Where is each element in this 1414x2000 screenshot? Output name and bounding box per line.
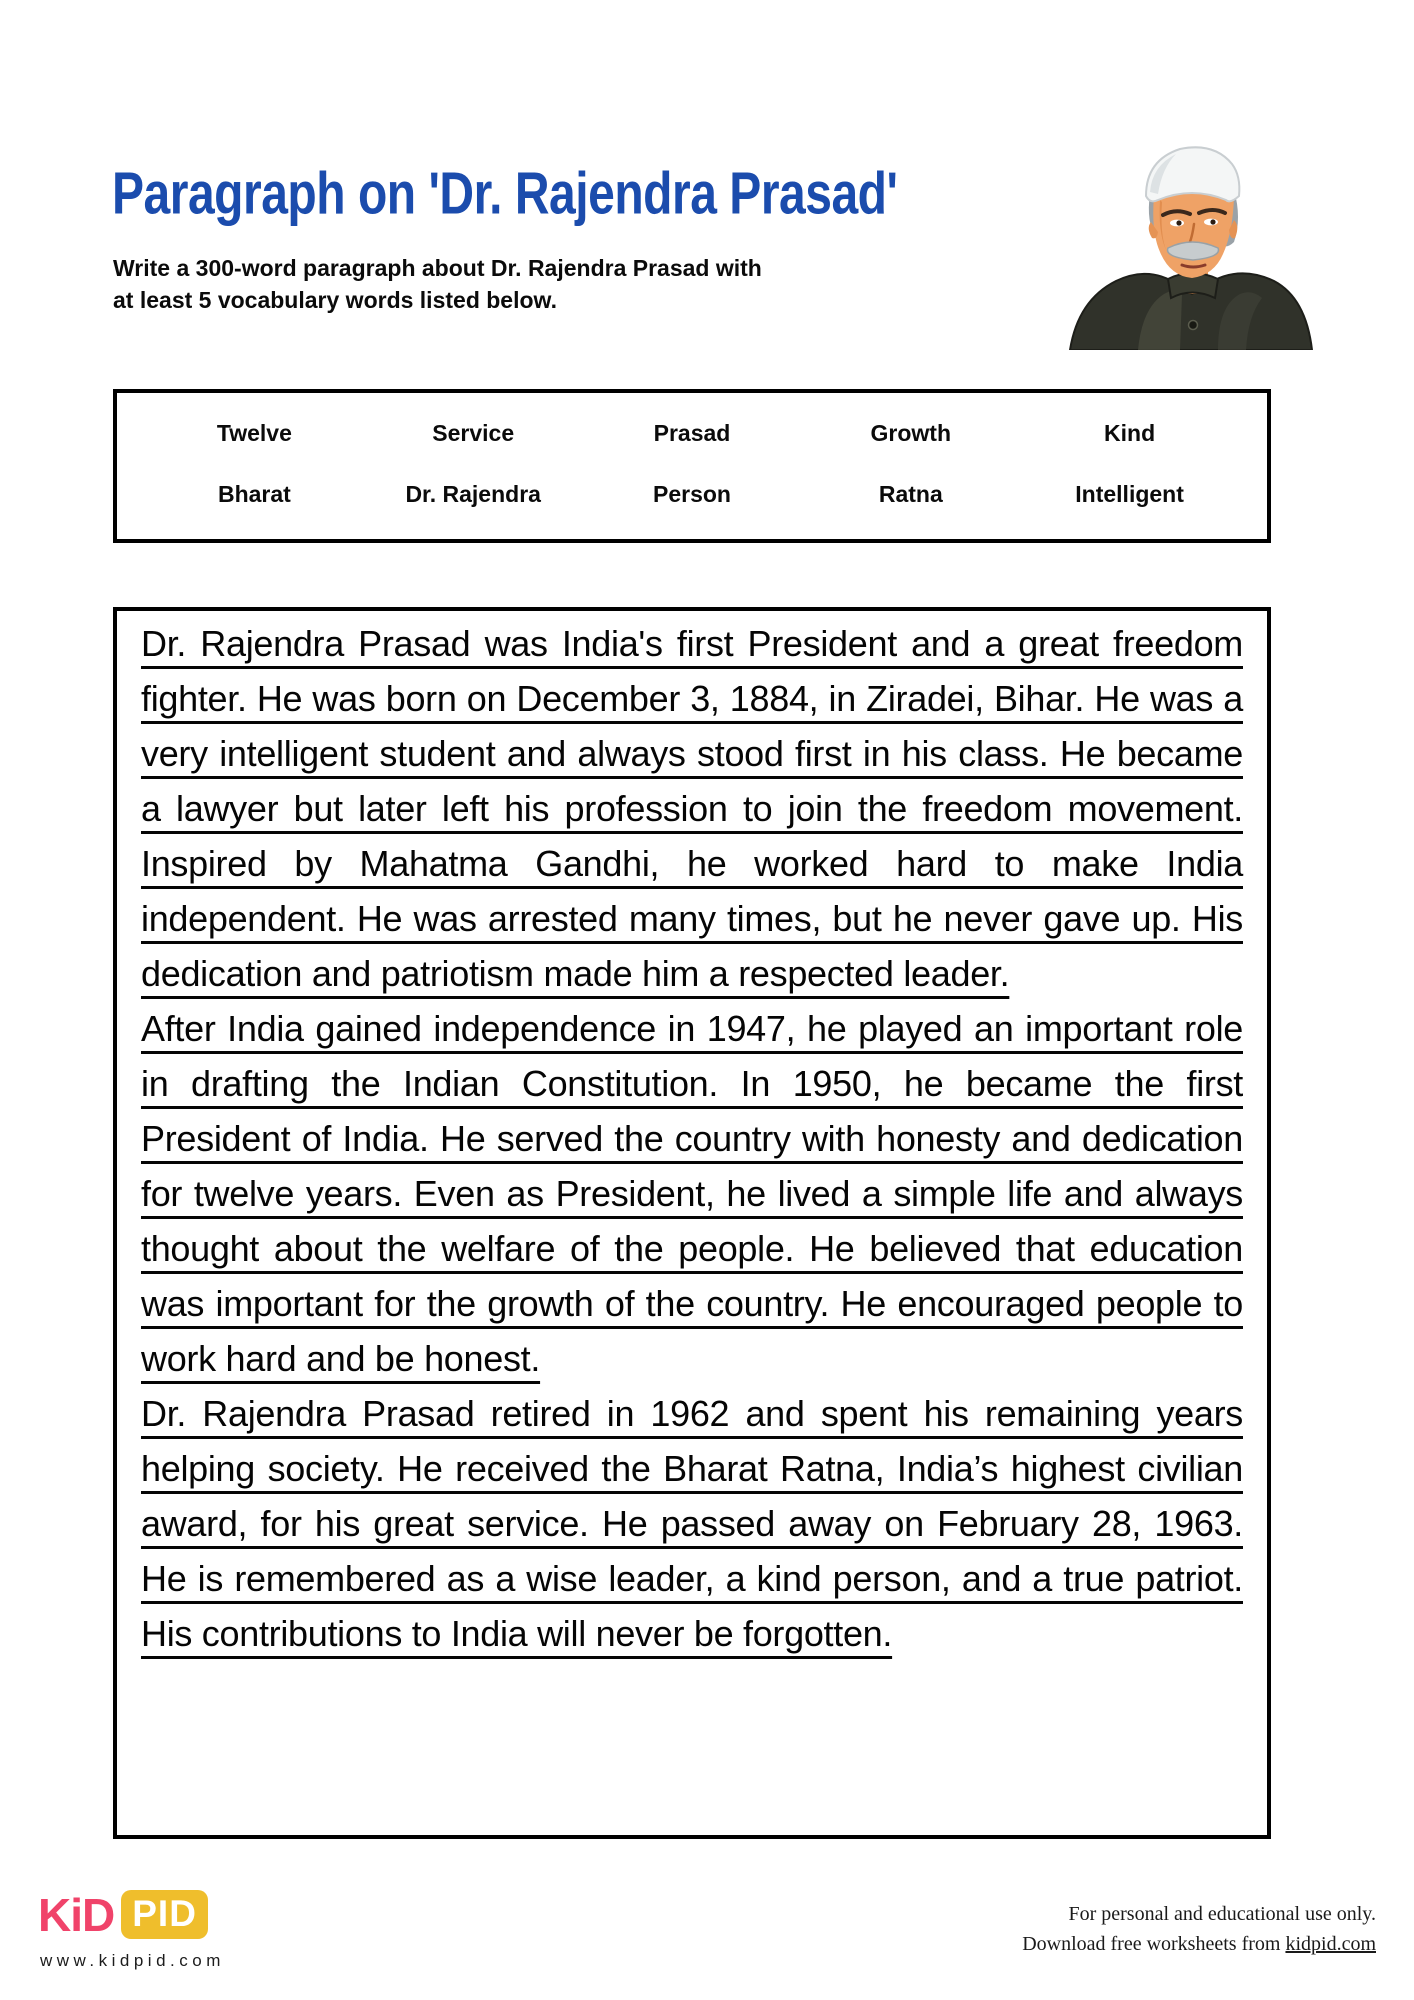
kidpid-logo-pid-badge: PID: [121, 1890, 208, 1939]
mustache: [1168, 242, 1219, 260]
page-title: Paragraph on 'Dr. Rajendra Prasad': [112, 161, 898, 228]
vocab-word-ratna: Ratna: [878, 481, 943, 507]
usage-notice: [1022, 1899, 1376, 1959]
essay-paragraph-2: After India gained independence in 1947, he played an important role in drafting the Indian Constitution. In 1950, he became the first President of India. He served the country with honesty and dedication for twelve years. Even as President, he lived a simple life and always thought about the welfare of the people. He believed that education was important for the growth of the country. He encouraged people to work hard and be honest.: [141, 1008, 1243, 1379]
vocab-word-growth: Growth: [870, 420, 952, 446]
vocab-word-dr-rajendra: Dr. Rajendra: [405, 481, 541, 507]
vocab-word-twelve: Twelve: [216, 420, 292, 446]
essay-paragraph-3: Dr. Rajendra Prasad retired in 1962 and spent his remaining years helping society. He received the Bharat Ratna, India’s highest civilian award, for his great service. He passed away on February 28, 1963. He is remembered as a wise leader, a kind person, and a true patriot. His contributions to India will never be forgotten.: [141, 1393, 1243, 1654]
rajendra-prasad-portrait-image: [1042, 138, 1322, 350]
usage-notice-line-1: For personal and educational use only.: [1068, 1903, 1376, 1925]
usage-notice-line-2: [1022, 1929, 1376, 1959]
pupil-right: [1210, 219, 1215, 224]
coat-button: [1189, 321, 1198, 330]
worksheet-instructions: [113, 252, 762, 316]
instructions-line-2: at least 5 vocabulary words listed below.: [113, 287, 557, 313]
website-url: www.kidpid.com: [40, 1951, 225, 1970]
vocab-word-bharat: Bharat: [217, 481, 291, 507]
vocab-word-service: Service: [432, 420, 515, 446]
vocab-word-person: Person: [653, 481, 731, 507]
face: [1153, 189, 1234, 278]
vocab-word-intelligent: Intelligent: [1075, 481, 1184, 507]
instructions-line-1: Write a 300-word paragraph about Dr. Rajendra Prasad with: [113, 255, 762, 281]
essay-paragraph-1: Dr. Rajendra Prasad was India's first President and a great freedom fighter. He was born on December 3, 1884, in Ziradei, Bihar. He was a very intelligent student and always stood first in his class. He became a lawyer but later left his profession to join the freedom movement. Inspired by Mahatma Gandhi, he worked hard to make India independent. He was arrested many times, but he never gave up. His dedication and patriotism made him a respected leader.: [141, 623, 1243, 994]
kidpid-logo: [38, 1890, 208, 1939]
vocabulary-box: [113, 389, 1271, 543]
kidpid-logo-kid-text: KiD: [38, 1888, 115, 1941]
essay-box: [113, 607, 1271, 1839]
pupil-left: [1176, 220, 1181, 225]
kidpid-link[interactable]: kidpid.com: [1285, 1933, 1376, 1955]
usage-notice-line-2-text: Download free worksheets from: [1022, 1933, 1286, 1955]
vocab-word-prasad: Prasad: [653, 420, 731, 446]
vocab-word-kind: Kind: [1104, 420, 1156, 446]
